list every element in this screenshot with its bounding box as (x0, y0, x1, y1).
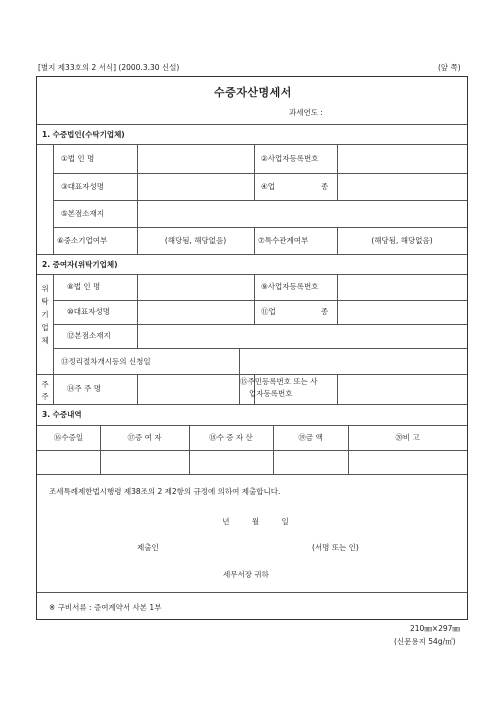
addressee: 세무서장 귀하 (223, 570, 269, 579)
form-reference: [별지 제33호의 2 서식] (2000.3.30 신설) (38, 63, 180, 72)
section2-heading: 2. 증여자(위탁기업체) (42, 260, 118, 269)
col-receipt-date: ⑯수증일 (53, 433, 84, 442)
donor-business-label-tail: 종 (321, 307, 329, 316)
donor-corp-name-label: ⑧법 인 명 (67, 282, 101, 291)
paper-stock: (신문용지 54g/㎡) (394, 637, 456, 646)
sme-label: ⑥중소기업여부 (57, 236, 108, 245)
business-label-tail: 종 (321, 182, 329, 191)
shareholder-side-label: 주주 (41, 380, 49, 401)
tax-year-label: 과세연도 : (289, 108, 323, 117)
holder-name-label: ⑭주 주 명 (67, 384, 102, 393)
donor-business-label: ⑪업 (261, 307, 276, 316)
document-title: 수증자산명세서 (214, 86, 292, 99)
submitter-label: 제출인 (137, 543, 159, 552)
id-no-label-line1: ⑮주민등록번호 또는 사 (240, 377, 318, 386)
section1-heading: 1. 수증법인(수탁기업체) (42, 130, 125, 139)
signature-label: (서명 또는 인) (312, 543, 359, 552)
special-relation-option: (해당됨, 해당없음) (371, 236, 433, 245)
attachment-note: ※ 구비서류 : 증여계약서 사본 1부 (49, 603, 162, 612)
col-received-asset: ⑱수 증 자 산 (209, 433, 253, 442)
paper-size: 210㎜×297㎜ (410, 624, 460, 633)
submission-statement: 조세특례제한법시행령 제38조의 2 제2항의 규정에 의하여 제출합니다. (49, 487, 281, 496)
donor-biz-no-label: ⑨사업자등록번호 (261, 282, 319, 291)
consignor-side-label: 위탁기업체 (41, 284, 49, 345)
asset-statement-form (36, 76, 468, 620)
special-relation-label: ⑦특수관계여부 (258, 236, 309, 245)
date-line: 년 월 일 (222, 517, 292, 526)
hq-addr-label: ⑤본점소재지 (61, 209, 104, 218)
donor-rep-name-label: ⑩대표자성명 (67, 307, 110, 316)
col-donor: ⑰증 여 자 (127, 433, 162, 442)
biz-no-label: ②사업자등록번호 (261, 154, 319, 163)
id-no-label-line2: 업자등록번호 (249, 389, 293, 398)
col-amount: ⑲금 액 (298, 433, 323, 442)
sme-option: (해당됨, 해당없음) (164, 236, 227, 245)
corp-name-label: ①법 인 명 (61, 154, 95, 163)
page-side: (앞 쪽) (438, 63, 461, 72)
rep-name-label: ③대표자성명 (61, 182, 104, 191)
section3-heading: 3. 수증내역 (42, 410, 82, 419)
donor-hq-addr-label: ⑫본점소재지 (67, 331, 111, 340)
reorg-date-label: ⑬정리절차개시등의 신청일 (61, 357, 151, 366)
business-label: ④업 (261, 182, 275, 191)
col-remarks: ⑳비 고 (395, 433, 420, 442)
